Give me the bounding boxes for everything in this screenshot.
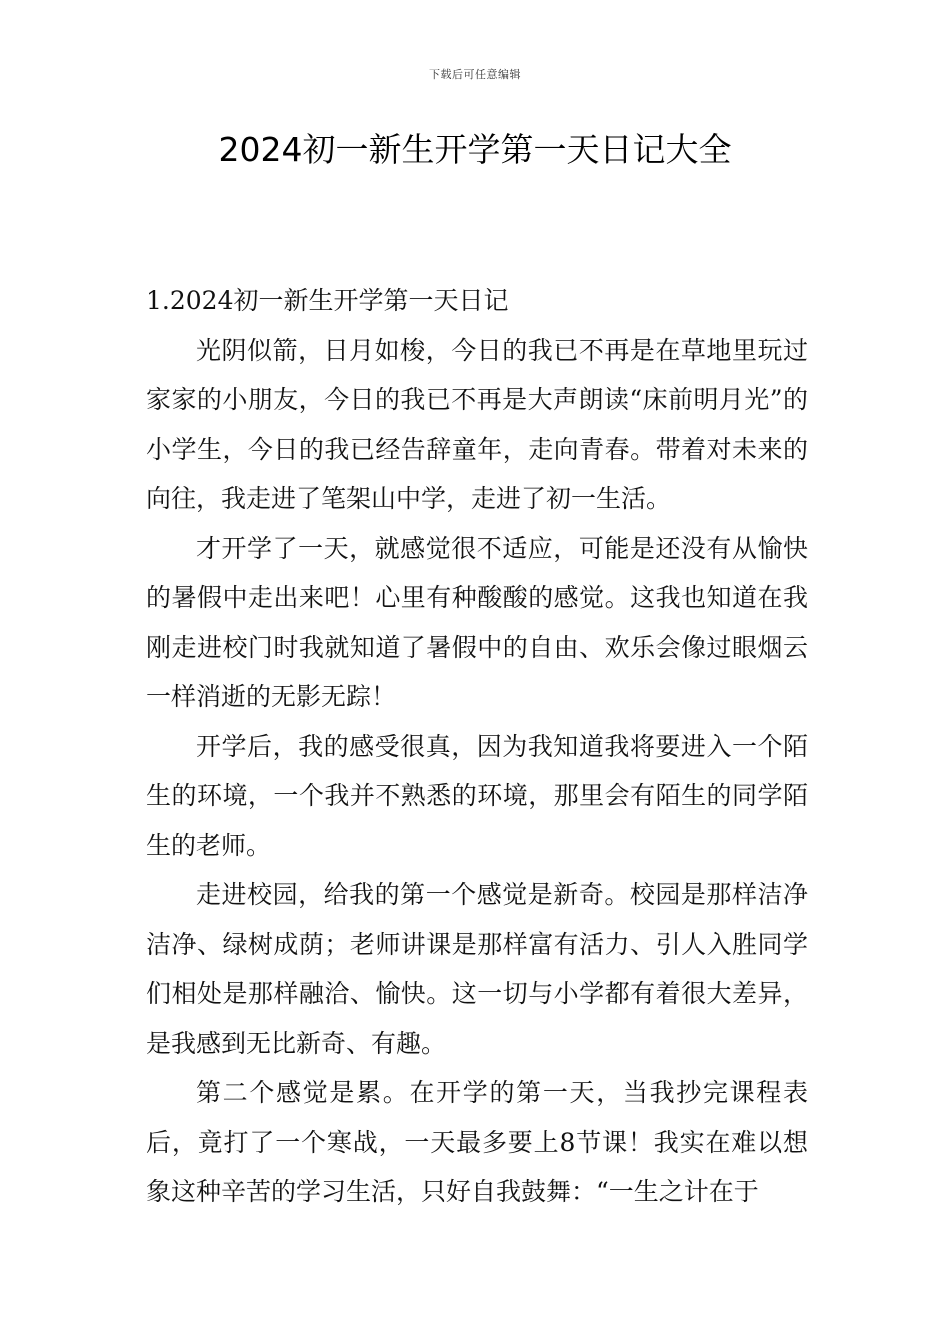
document-body (146, 276, 808, 1217)
paragraph-4: 走进校园，给我的第一个感觉是新奇。校园是那样洁净洁净、绿树成荫；老师讲课是那样富有活力、引人入胜同学们相处是那样融洽、愉快。这一切与小学都有着很大差异，是我感到无比新奇、有趣。 (146, 880, 808, 1058)
paragraph-5: 第二个感觉是累。在开学的第一天，当我抄完课程表后，竟打了一个寒战，一天最多要上8节课！我实在难以想象这种辛苦的学习生活，只好自我鼓舞：“一生之计在于 (146, 1078, 808, 1206)
header-note: 下载后可任意编辑 (429, 68, 521, 81)
paragraph-2: 才开学了一天，就感觉很不适应，可能是还没有从愉快的暑假中走出来吧！心里有种酸酸的感觉。这我也知道在我刚走进校门时我就知道了暑假中的自由、欢乐会像过眼烟云一样消逝的无影无踪！ (146, 533, 808, 711)
document-title: 2024初一新生开学第一天日记大全 (218, 130, 732, 169)
section-heading: 1.2024初一新生开学第一天日记 (146, 286, 509, 315)
paragraph-3: 开学后，我的感受很真，因为我知道我将要进入一个陌生的环境，一个我并不熟悉的环境，那里会有陌生的同学陌生的老师。 (146, 731, 808, 860)
paragraph-1: 光阴似箭，日月如梭，今日的我已不再是在草地里玩过家家的小朋友，今日的我已不再是大声朗读“床前明月光”的小学生，今日的我已经告辞童年，走向青春。带着对未来的向往，我走进了笔架山中学，走进了初一生活。 (146, 335, 808, 513)
